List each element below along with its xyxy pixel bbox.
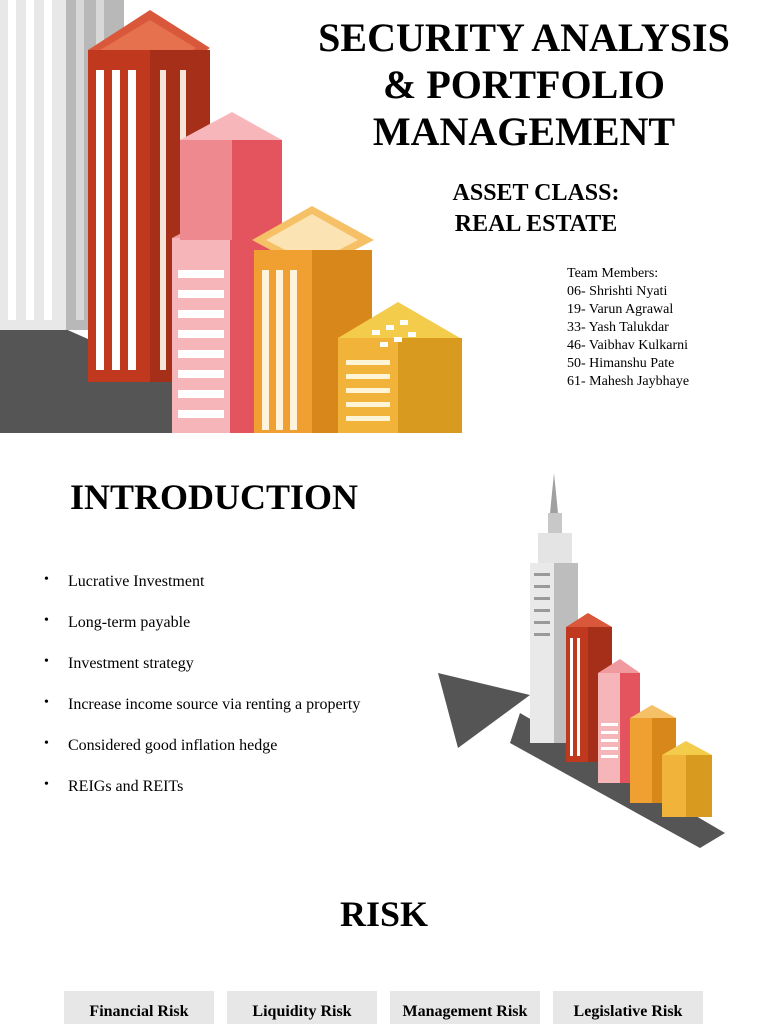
- subtitle-line: ASSET CLASS:: [452, 180, 620, 206]
- team-member: 19- Varun Agrawal: [567, 302, 674, 317]
- cover-slide: [0, 0, 768, 433]
- team-members-list: [567, 265, 689, 391]
- bullet-item: • Long-term payable: [44, 614, 360, 655]
- risk-box-management: Management Risk: [390, 991, 540, 1024]
- risk-box-liquidity: Liquidity Risk: [227, 991, 377, 1024]
- introduction-title: INTRODUCTION: [70, 477, 359, 517]
- risk-box-legislative: Legislative Risk: [553, 991, 703, 1024]
- title-line: MANAGEMENT: [372, 109, 676, 154]
- risk-slide: [0, 863, 768, 1024]
- introduction-bullets: [44, 573, 360, 819]
- bullet-item: • REIGs and REITs: [44, 778, 360, 819]
- team-member: 50- Himanshu Pate: [567, 356, 675, 371]
- bullet-item: • Increase income source via renting a property: [44, 696, 360, 737]
- team-member: 33- Yash Talukdar: [567, 320, 669, 335]
- subtitle-line: REAL ESTATE: [454, 211, 618, 237]
- city-arrow-illustration: [430, 473, 730, 853]
- risk-boxes: [0, 991, 768, 1024]
- bullet-item: • Investment strategy: [44, 655, 360, 696]
- team-heading: Team Members:: [567, 266, 659, 281]
- risk-box-financial: Financial Risk: [64, 991, 214, 1024]
- risk-title: RISK: [339, 894, 429, 934]
- introduction-slide: [0, 433, 768, 863]
- bullet-item: • Considered good inflation hedge: [44, 737, 360, 778]
- team-member: 46- Vaibhav Kulkarni: [567, 338, 689, 353]
- asset-class-subtitle: [420, 178, 652, 240]
- bullet-item: • Lucrative Investment: [44, 573, 360, 614]
- title-line: & PORTFOLIO: [383, 62, 665, 107]
- team-member: 61- Mahesh Jaybhaye: [567, 374, 690, 389]
- title-line: SECURITY ANALYSIS: [318, 15, 730, 60]
- presentation-title: [300, 14, 748, 155]
- team-member: 06- Shrishti Nyati: [567, 284, 668, 299]
